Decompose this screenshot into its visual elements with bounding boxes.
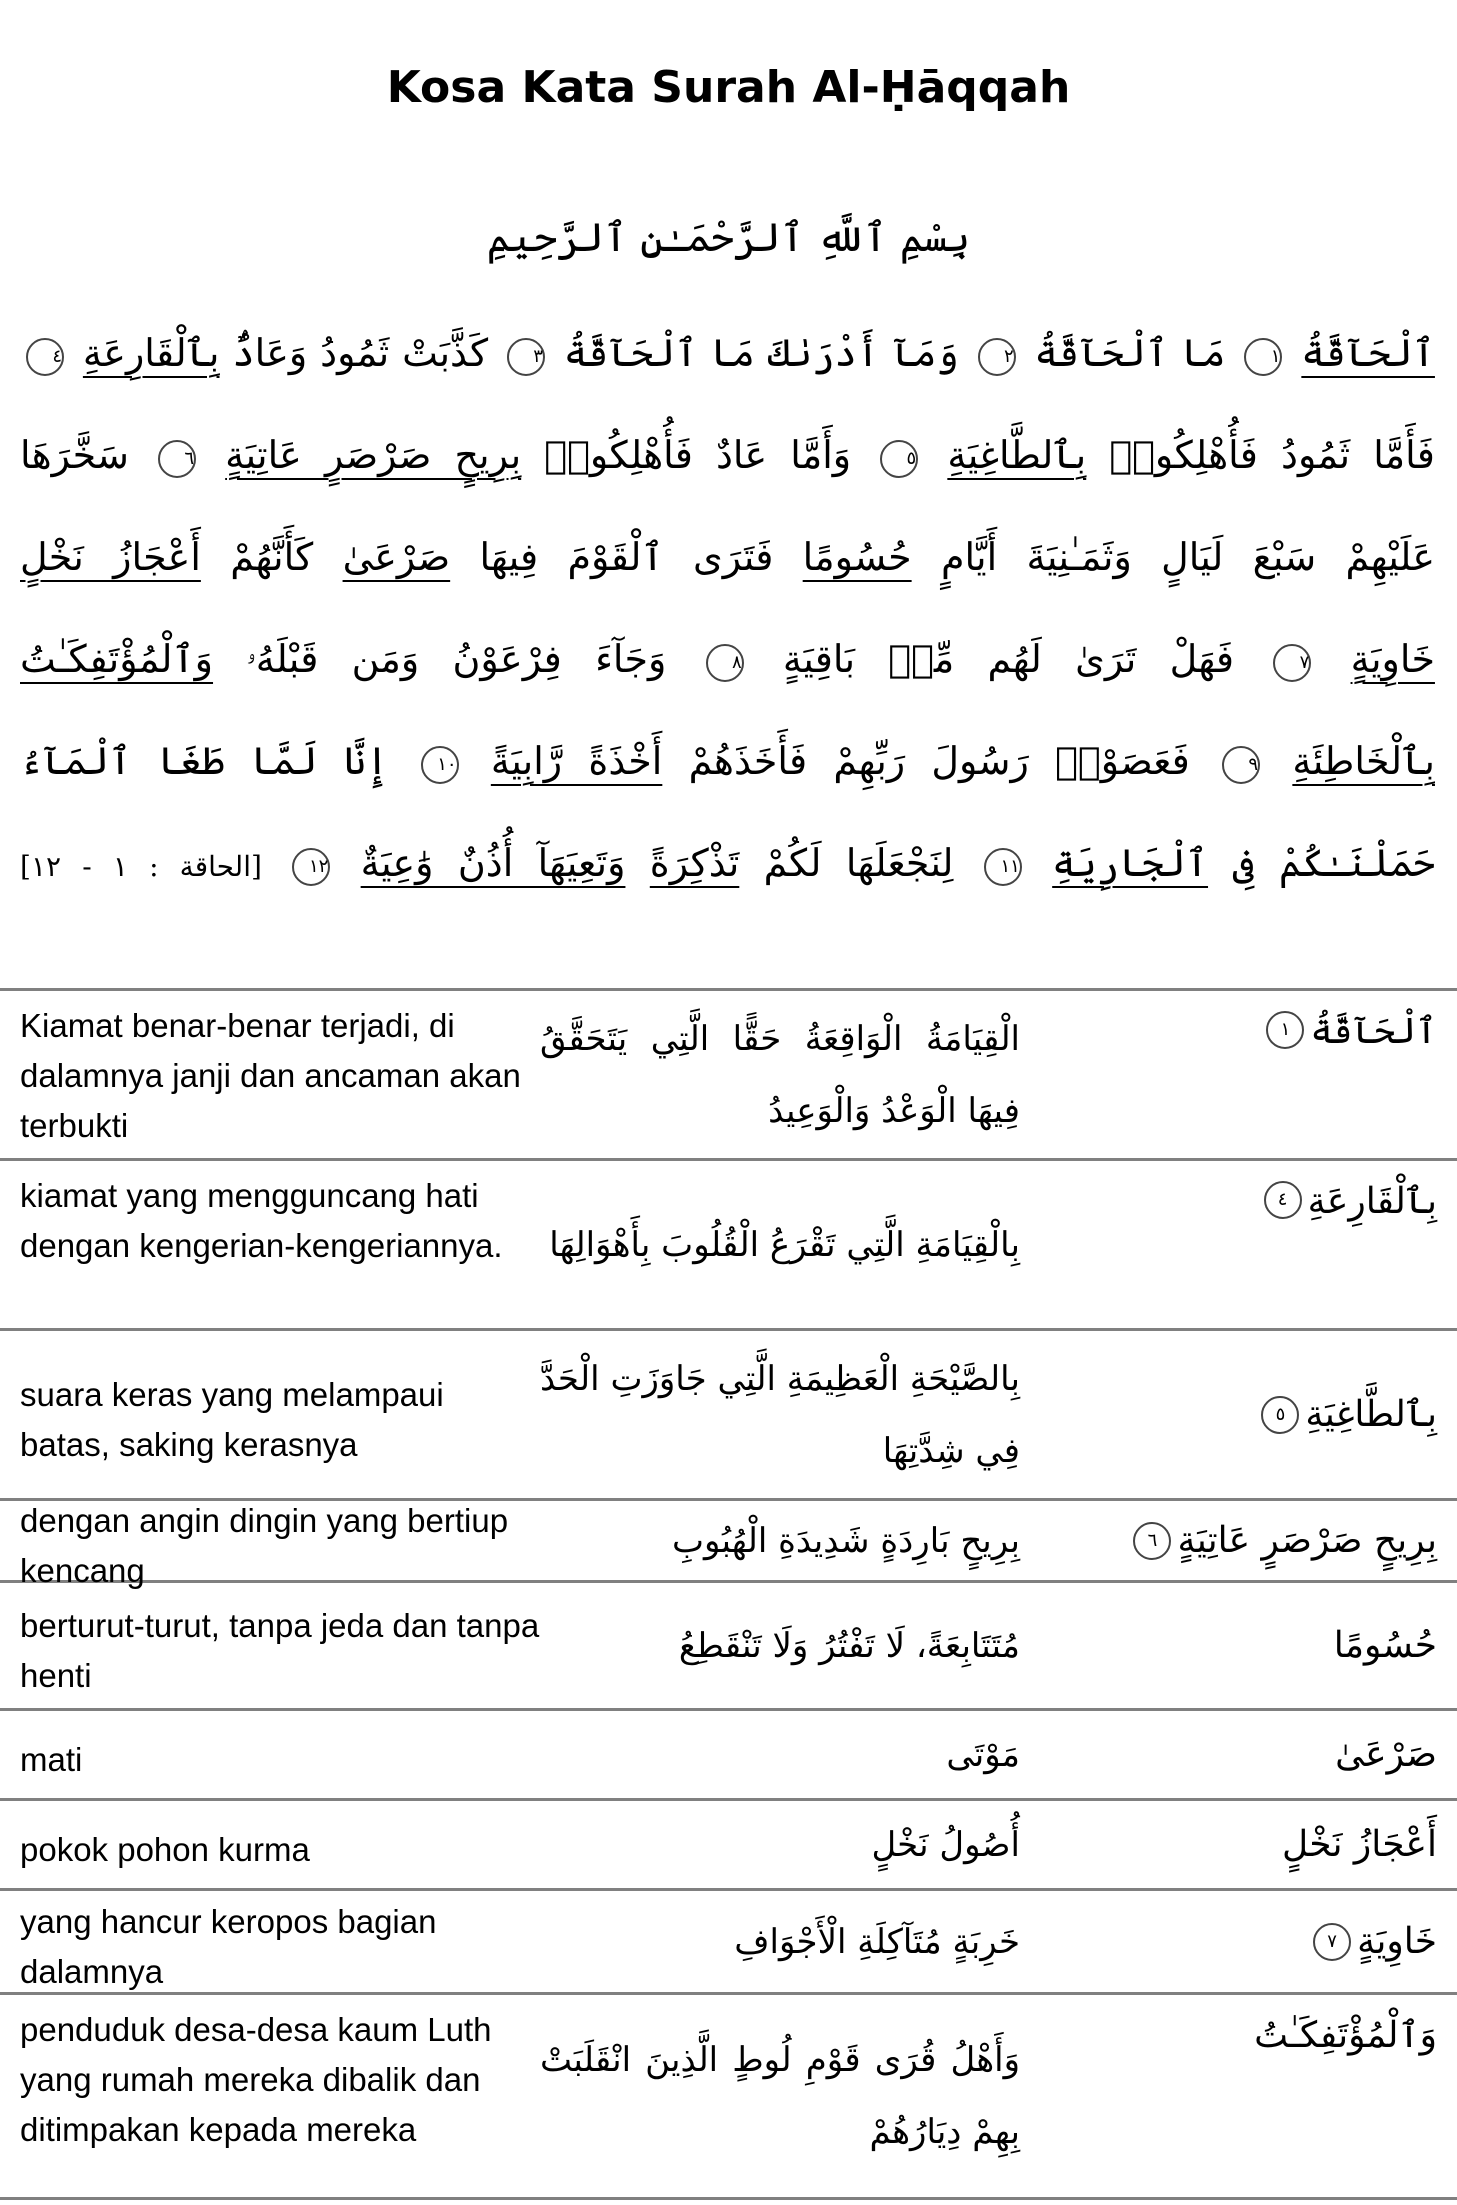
vocab-word-text: صَرْعَىٰ <box>1335 1734 1437 1775</box>
verse-line <box>20 410 1435 512</box>
verse-text: كَأَنَّهُمْ <box>230 535 314 579</box>
verse-line <box>20 512 1435 614</box>
ayah-number-marker: ٦ <box>158 440 196 478</box>
vocab-word-text: بِٱلْقَارِعَةِ <box>1307 1181 1437 1222</box>
meaning-arabic-text: بِالْقِيَامَةِ الَّتِي تَقْرَعُ الْقُلُوبَ بِأَهْوَالِهَا <box>549 1224 1020 1265</box>
vocab-word-text: وَٱلْمُؤْتَفِكَـٰتُ <box>1254 2015 1437 2056</box>
meaning-arabic-text: مَوْتَى <box>946 1734 1020 1775</box>
meaning-arabic-text: خَرِبَةٍ مُتَآكِلَةِ الْأَجْوَافِ <box>734 1921 1020 1962</box>
verse-text: وَجَآءَ فِرْعَوْنُ وَمَن قَبْلَهُۥ <box>246 637 667 681</box>
table-row <box>0 1801 1457 1891</box>
vocab-word <box>1020 1161 1457 1328</box>
vocab-word <box>1020 1995 1457 2197</box>
meaning-indonesian: pokok pohon kurma <box>20 1830 310 1868</box>
vocab-word-underlined: بِٱلْخَاطِئَةِ <box>1292 739 1435 783</box>
verse-text: عَلَيْهِمْ سَبْعَ لَيَالٍ وَثَمَـٰنِيَةَ أَيَّامٍ <box>940 535 1435 579</box>
meaning-indonesian: mati <box>20 1740 83 1778</box>
ayah-number-marker: ١٠ <box>421 746 459 784</box>
meaning-arabic <box>540 1583 1020 1708</box>
vocab-word-underlined: بِٱلْقَارِعَةِ <box>82 331 220 375</box>
verse-text: سَخَّرَهَا <box>20 433 129 477</box>
table-row <box>0 1891 1457 1995</box>
vocab-word <box>1020 1501 1457 1580</box>
verse-text: فَعَصَوْا۟ رَسُولَ رَبِّهِمْ فَأَخَذَهُمْ <box>688 739 1190 783</box>
vocab-word-underlined: بِٱلطَّاغِيَةِ <box>947 433 1087 477</box>
meaning-indonesian: dengan angin dingin yang bertiup kencang <box>20 1501 509 1589</box>
vocab-word-underlined: ٱلْجَارِيَةِ <box>1052 841 1209 885</box>
bismillah: بِسْمِ ٱللَّهِ ٱلرَّحْمَـٰنِ ٱلرَّحِيمِ <box>486 215 971 261</box>
meaning-arabic-text: مُتَتَابِعَةً، لَا تَفْتُرُ وَلَا تَنْقَطِعُ <box>678 1625 1020 1666</box>
vocab-word-underlined: صَرْعَىٰ <box>342 535 451 579</box>
vocab-word-text: خَاوِيَةٍ <box>1357 1921 1437 1962</box>
meaning-indonesian: berturut-turut, tanpa jeda dan tanpa henti <box>20 1606 540 1694</box>
table-row <box>0 1583 1457 1711</box>
vocabulary-table <box>0 988 1457 2200</box>
meaning-arabic <box>540 1331 1020 1498</box>
verse-text: كَذَّبَتْ ثَمُودُ وَعَادٌۢ <box>232 331 489 375</box>
meaning-indonesian: kiamat yang mengguncang hati dengan kengerian-kengeriannya. <box>20 1177 503 1264</box>
ayah-number-marker: ٢ <box>978 338 1016 376</box>
meaning-indonesian: Kiamat benar-benar terjadi, di dalamnya janji dan ancaman akan terbukti <box>20 1007 521 1144</box>
ayah-number-marker: ٤ <box>26 338 64 376</box>
table-row <box>0 1501 1457 1589</box>
table-row <box>0 1161 1457 1331</box>
vocab-word-underlined: أَخْذَةً رَّابِيَةً <box>490 739 663 783</box>
ayah-number-marker: ٧ <box>1273 644 1311 682</box>
meaning-arabic <box>540 1891 1020 1992</box>
vocab-word-underlined: أَعْجَازُ نَخْلٍ <box>20 535 201 579</box>
vocab-word <box>1020 1801 1457 1888</box>
meaning-indonesian: suara keras yang melampaui batas, saking kerasnya <box>20 1375 444 1463</box>
verse-text: حَمَلْنَـٰكُمْ فِى <box>1232 841 1435 885</box>
vocab-word-underlined: وَتَعِيَهَآ أُذُنٌ وَٰعِيَةٌ <box>360 841 626 885</box>
meaning-indonesian: yang hancur keropos bagian dalamnya <box>20 1902 437 1990</box>
meaning-arabic <box>540 1711 1020 1798</box>
meaning-arabic <box>540 1995 1020 2197</box>
vocab-word-underlined: ٱلْحَآقَّةُ <box>1301 331 1435 375</box>
ayah-number-marker: ٨ <box>706 644 744 682</box>
ayah-number-marker: ٥ <box>880 440 918 478</box>
vocab-word-underlined: خَاوِيَةٍ <box>1350 637 1435 681</box>
vocab-word-underlined: بِرِيحٍ صَرْصَرٍ عَاتِيَةٍ <box>225 433 522 477</box>
vocab-word-text: أَعْجَازُ نَخْلٍ <box>1281 1824 1437 1865</box>
verse-text: وَأَمَّا عَادٌ فَأُهْلِكُوا۟ <box>544 433 852 477</box>
verse-line <box>20 818 1435 920</box>
meaning-arabic <box>540 1161 1020 1328</box>
verse-line <box>20 716 1435 818</box>
verse-line <box>20 308 1435 410</box>
vocab-word-text: حُسُومًا <box>1333 1625 1437 1666</box>
table-row <box>0 1995 1457 2200</box>
meaning-arabic <box>540 1501 1020 1580</box>
ayah-number-marker: ١ <box>1244 338 1282 376</box>
meaning-indonesian: penduduk desa-desa kaum Luth yang rumah mereka dibalik dan ditimpakan kepada mereka <box>20 2011 492 2148</box>
verse-text: وَمَآ أَدْرَىٰكَ مَا ٱلْحَآقَّةُ <box>563 331 959 375</box>
meaning-arabic-text: أُصُولُ نَخْلٍ <box>871 1824 1020 1865</box>
ayah-number-marker: ٦ <box>1133 1522 1171 1560</box>
verses-block <box>20 308 1435 920</box>
verse-line <box>20 614 1435 716</box>
verse-text: لِنَجْعَلَهَا لَكُمْ <box>763 841 954 885</box>
meaning-arabic-text: وَأَهْلُ قُرَى قَوْمِ لُوطٍ الَّذِينَ انْقَلَبَتْ بِهِمْ دِيَارُهُمْ <box>540 2040 1020 2152</box>
ayah-number-marker: ١٢ <box>292 848 330 886</box>
meaning-arabic <box>540 991 1020 1158</box>
vocab-word <box>1020 1583 1457 1708</box>
vocab-word-text: ٱلْحَآقَّةُ <box>1310 1011 1437 1052</box>
meaning-arabic-text: بِرِيحٍ بَارِدَةٍ شَدِيدَةِ الْهُبُوبِ <box>671 1520 1020 1561</box>
ayah-number-marker: ٣ <box>507 338 545 376</box>
surah-reference: [الحاقة : ١ - ١٢] <box>20 850 262 883</box>
vocab-word <box>1020 1711 1457 1798</box>
verse-text: إِنَّا لَمَّا طَغَا ٱلْمَآءُ <box>20 739 389 783</box>
vocab-word <box>1020 1891 1457 1992</box>
table-row <box>0 1711 1457 1801</box>
ayah-number-marker: ١١ <box>984 848 1022 886</box>
ayah-number-marker: ١ <box>1266 1011 1304 1049</box>
ayah-number-marker: ٥ <box>1261 1396 1299 1434</box>
vocab-word <box>1020 1331 1457 1498</box>
vocab-word-underlined: حُسُومًا <box>802 535 912 579</box>
vocab-word-underlined: تَذْكِرَةً <box>649 841 740 885</box>
page-title: Kosa Kata Surah Al-Ḥāqqah <box>386 62 1071 113</box>
meaning-arabic-text: بِالصَّيْحَةِ الْعَظِيمَةِ الَّتِي جَاوَزَتِ الْحَدَّ فِي شِدَّتِهَا <box>540 1358 1020 1471</box>
verse-text: فَأَمَّا ثَمُودُ فَأُهْلِكُوا۟ <box>1109 433 1435 477</box>
meaning-arabic <box>540 1801 1020 1888</box>
table-row <box>0 991 1457 1161</box>
verse-text: مَا ٱلْحَآقَّةُ <box>1034 331 1226 375</box>
vocab-word <box>1020 991 1457 1158</box>
vocab-word-text: بِرِيحٍ صَرْصَرٍ عَاتِيَةٍ <box>1177 1520 1437 1561</box>
ayah-number-marker: ٤ <box>1264 1181 1302 1219</box>
meaning-arabic-text: الْقِيَامَةُ الْوَاقِعَةُ حَقًّا الَّتِي يَتَحَقَّقُ فِيهَا الْوَعْدُ وَالْوَعِيدُ <box>540 1018 1020 1131</box>
vocab-word-text: بِٱلطَّاغِيَةِ <box>1305 1394 1437 1435</box>
verse-text: فَهَلْ تَرَىٰ لَهُم مِّنۢ بَاقِيَةٍ <box>782 637 1235 681</box>
ayah-number-marker: ٩ <box>1222 746 1260 784</box>
vocab-word-underlined: وَٱلْمُؤْتَفِكَـٰتُ <box>20 637 214 681</box>
table-row <box>0 1331 1457 1501</box>
ayah-number-marker: ٧ <box>1313 1923 1351 1961</box>
verse-text: فَتَرَى ٱلْقَوْمَ فِيهَا <box>479 535 774 579</box>
